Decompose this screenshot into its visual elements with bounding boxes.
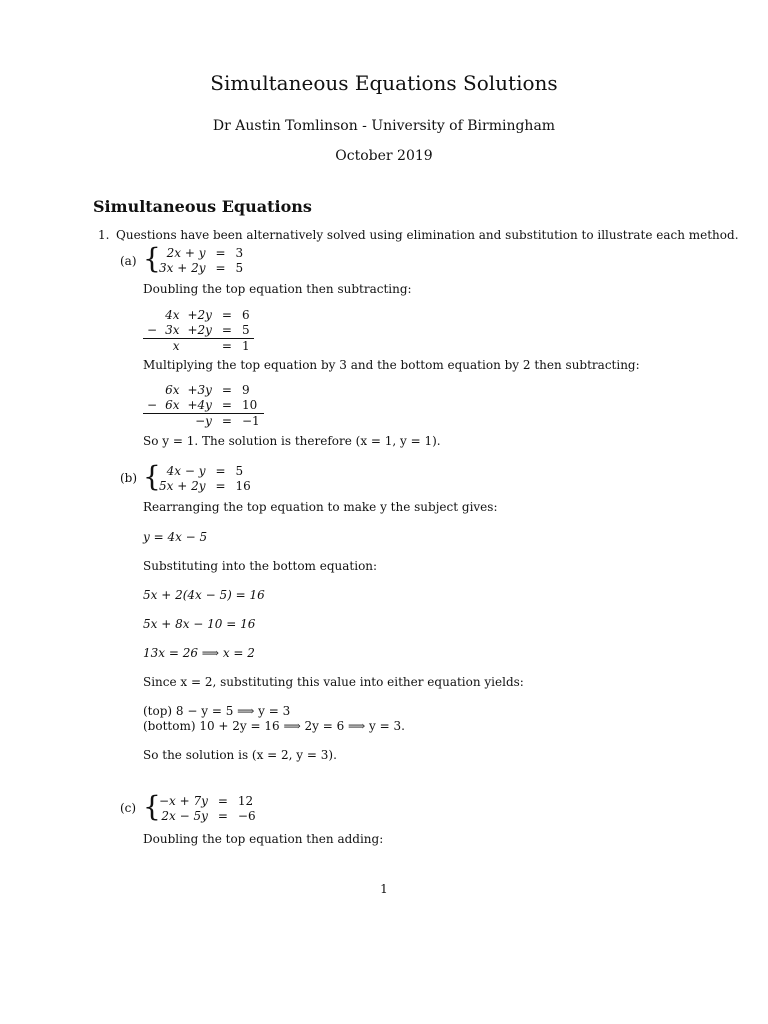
equation-rhs: 3: [235, 246, 244, 260]
equation-op: =: [215, 464, 226, 478]
term-x: x: [161, 339, 183, 355]
elimination-result-row: [143, 339, 254, 355]
equation-lhs: 2x − 5y: [161, 809, 208, 823]
equation-rhs: −6: [237, 809, 256, 823]
part-b-line-4: 5x + 2(4x − 5) = 16: [143, 588, 265, 602]
term-y: +2y: [187, 323, 212, 337]
part-b-line-10: So the solution is (x = 2, y = 3).: [143, 748, 337, 762]
equals-sign: =: [216, 414, 238, 430]
row-sign: [143, 383, 161, 398]
equation-op: =: [215, 261, 226, 275]
equation-rhs: 5: [235, 464, 244, 478]
equals-sign: =: [221, 323, 232, 337]
term-x: 4x: [165, 308, 180, 322]
part-b-line-3: Substituting into the bottom equation:: [143, 559, 378, 573]
elimination-row: [143, 383, 264, 398]
document-title: Simultaneous Equations Solutions: [210, 71, 558, 95]
row-sign: [143, 308, 161, 323]
term-x: 6x: [165, 383, 180, 397]
part-b-line-1: Rearranging the top equation to make y the subject gives:: [143, 500, 498, 514]
term-y: [183, 339, 215, 355]
equals-sign: =: [221, 308, 232, 322]
row-sign: −: [147, 323, 158, 337]
term-y: +4y: [187, 398, 212, 412]
equals-sign: =: [216, 339, 238, 355]
row-rhs: 9: [241, 383, 250, 397]
row-sign: [143, 414, 161, 430]
equals-sign: =: [221, 383, 232, 397]
row-sign: −: [147, 398, 158, 412]
equation-op: =: [217, 809, 228, 823]
equation-row: [155, 464, 255, 479]
part-a-brace: {: [143, 242, 161, 275]
part-a-step2: Multiplying the top equation by 3 and the bottom equation by 2 then subtracting:: [143, 358, 640, 372]
equation-row: [155, 479, 255, 494]
equation-op: =: [215, 246, 226, 260]
term-y: +3y: [187, 383, 212, 397]
elimination-result-row: [143, 414, 264, 430]
row-rhs: 1: [238, 339, 254, 355]
part-c-step1: Doubling the top equation then adding:: [143, 832, 384, 846]
row-sign: [143, 339, 161, 355]
equation-lhs: 5x + 2y: [159, 479, 206, 493]
part-b-system: [155, 464, 255, 494]
term-x: 6x: [165, 398, 180, 412]
row-rhs: −1: [238, 414, 264, 430]
part-a-conclusion: So y = 1. The solution is therefore (x = 1, y = 1).: [143, 434, 441, 448]
part-b-label: (b): [120, 471, 138, 485]
part-b-brace: {: [143, 460, 161, 493]
intro-text: Questions have been alternatively solved using elimination and substitution to illustrate each method.: [116, 228, 739, 242]
equation-lhs: 2x + y: [166, 246, 206, 260]
document-date: October 2019: [335, 148, 433, 164]
part-c-system: [155, 794, 260, 824]
term-y: +2y: [187, 308, 212, 322]
elimination-row: [143, 323, 254, 339]
part-a-system: [155, 246, 247, 276]
equation-row: [155, 809, 260, 824]
term-x: [161, 414, 183, 430]
equation-op: =: [215, 479, 226, 493]
page-number: 1: [380, 882, 388, 896]
part-b-line-7: Since x = 2, substituting this value into either equation yields:: [143, 675, 524, 689]
equation-row: [155, 261, 247, 276]
part-a-step1: Doubling the top equation then subtracting:: [143, 282, 412, 296]
part-b-line-6: 13x = 26 ⟹ x = 2: [143, 646, 255, 660]
section-heading: Simultaneous Equations: [93, 197, 312, 216]
part-a-elimination-2: [143, 383, 264, 429]
part-a-label: (a): [120, 254, 137, 268]
elimination-row: [143, 308, 254, 323]
part-a-elimination-1: [143, 308, 254, 354]
equation-lhs: 4x − y: [166, 464, 206, 478]
equation-op: =: [217, 794, 228, 808]
equation-lhs: 3x + 2y: [159, 261, 206, 275]
row-rhs: 5: [241, 323, 250, 337]
equation-rhs: 5: [235, 261, 244, 275]
part-b-line-8: (top) 8 − y = 5 ⟹ y = 3: [143, 704, 291, 718]
row-rhs: 6: [241, 308, 250, 322]
row-rhs: 10: [241, 398, 258, 412]
equation-row: [155, 794, 260, 809]
equals-sign: =: [221, 398, 232, 412]
equation-lhs: −x + 7y: [159, 794, 208, 808]
term-x: 3x: [165, 323, 180, 337]
part-b-line-5: 5x + 8x − 10 = 16: [143, 617, 256, 631]
equation-rhs: 16: [235, 479, 251, 493]
equation-rhs: 12: [237, 794, 254, 808]
list-number: 1.: [98, 228, 110, 242]
term-y: −y: [183, 414, 215, 430]
part-c-label: (c): [120, 801, 137, 815]
part-b-line-9: (bottom) 10 + 2y = 16 ⟹ 2y = 6 ⟹ y = 3.: [143, 719, 405, 733]
document-author: Dr Austin Tomlinson - University of Birmingham: [212, 118, 556, 134]
part-b-line-2: y = 4x − 5: [143, 530, 208, 544]
part-c-brace: {: [143, 790, 161, 823]
equation-row: [155, 246, 247, 261]
elimination-row: [143, 398, 264, 414]
